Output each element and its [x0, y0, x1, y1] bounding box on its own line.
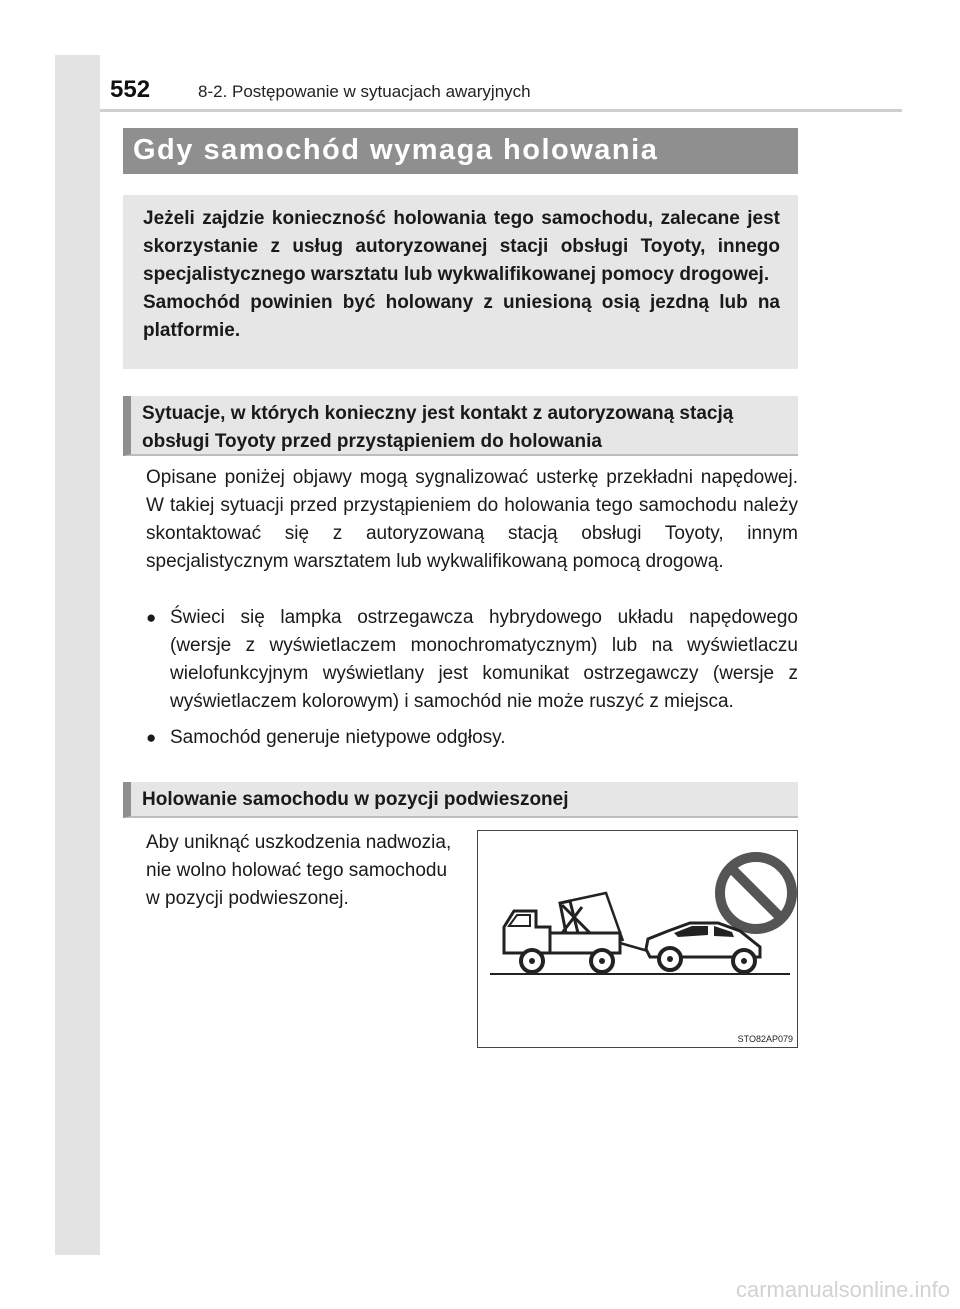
list-item: [146, 604, 798, 716]
page-number: 552: [110, 76, 151, 103]
main-title: Gdy samochód wymaga holowania: [123, 128, 798, 174]
list-item-text: Samochód generuje nietypowe odgłosy.: [170, 727, 506, 748]
intro-box: [123, 195, 798, 369]
watermark: carmanualsonline.info: [735, 1277, 950, 1302]
figure-code: STO82AP079: [737, 1034, 793, 1044]
subheading-dealer-contact: Sytuacje, w których konieczny jest kontakt z autoryzowaną stacją obsługi Toyoty przed przystąpieniem do holowania: [123, 396, 798, 456]
sling-towing-paragraph: Aby uniknąć uszkodzenia nadwozia, nie wolno holować tego samochodu w pozycji podwieszonej.: [146, 832, 452, 909]
dealer-contact-paragraph: Opisane poniżej objawy mogą sygnalizować usterkę przekładni napędowej. W takiej sytuacji przed przystąpieniem do holowania tego samochodu należy skontaktować się z autoryzowaną stacją obsługi Toyoty, innym specjalistycznym warsztatem lub wykwalifikowaną pomocą drogową.: [146, 467, 798, 572]
intro-paragraph-2: Samochód powinien być holowany z uniesioną osią jezdną lub na platformie.: [143, 292, 780, 341]
intro-paragraph-1: Jeżeli zajdzie konieczność holowania tego samochodu, zalecane jest skorzystanie z usług autoryzowanej stacji obsługi Toyoty, innego specjalistycznego warsztatu lub wykwalifikowanej pomocy drogowej.: [143, 208, 780, 285]
towing-illustration: [477, 830, 798, 1048]
list-item: [146, 724, 798, 752]
bullet-icon: ●: [146, 728, 157, 747]
section-title: 8-2. Postępowanie w sytuacjach awaryjnych: [198, 82, 531, 101]
tow-truck-prohibited-icon: [478, 831, 799, 1049]
bullet-icon: ●: [146, 608, 157, 627]
page-side-strip: [55, 55, 100, 1255]
page-header: [100, 72, 902, 112]
symptom-list: [146, 604, 798, 760]
list-item-text: Świeci się lampka ostrzegawcza hybrydowego układu napędowego (wersje z wyświetlaczem monochromatycznym) lub na wyświetlaczu wielofunkcyjnym wyświetlany jest komunikat ostrzegawczy (wersje z wyświetlaczem kolorowym) i samochód nie może ruszyć z miejsca.: [170, 607, 798, 712]
subheading-sling-towing: Holowanie samochodu w pozycji podwieszonej: [123, 782, 798, 818]
